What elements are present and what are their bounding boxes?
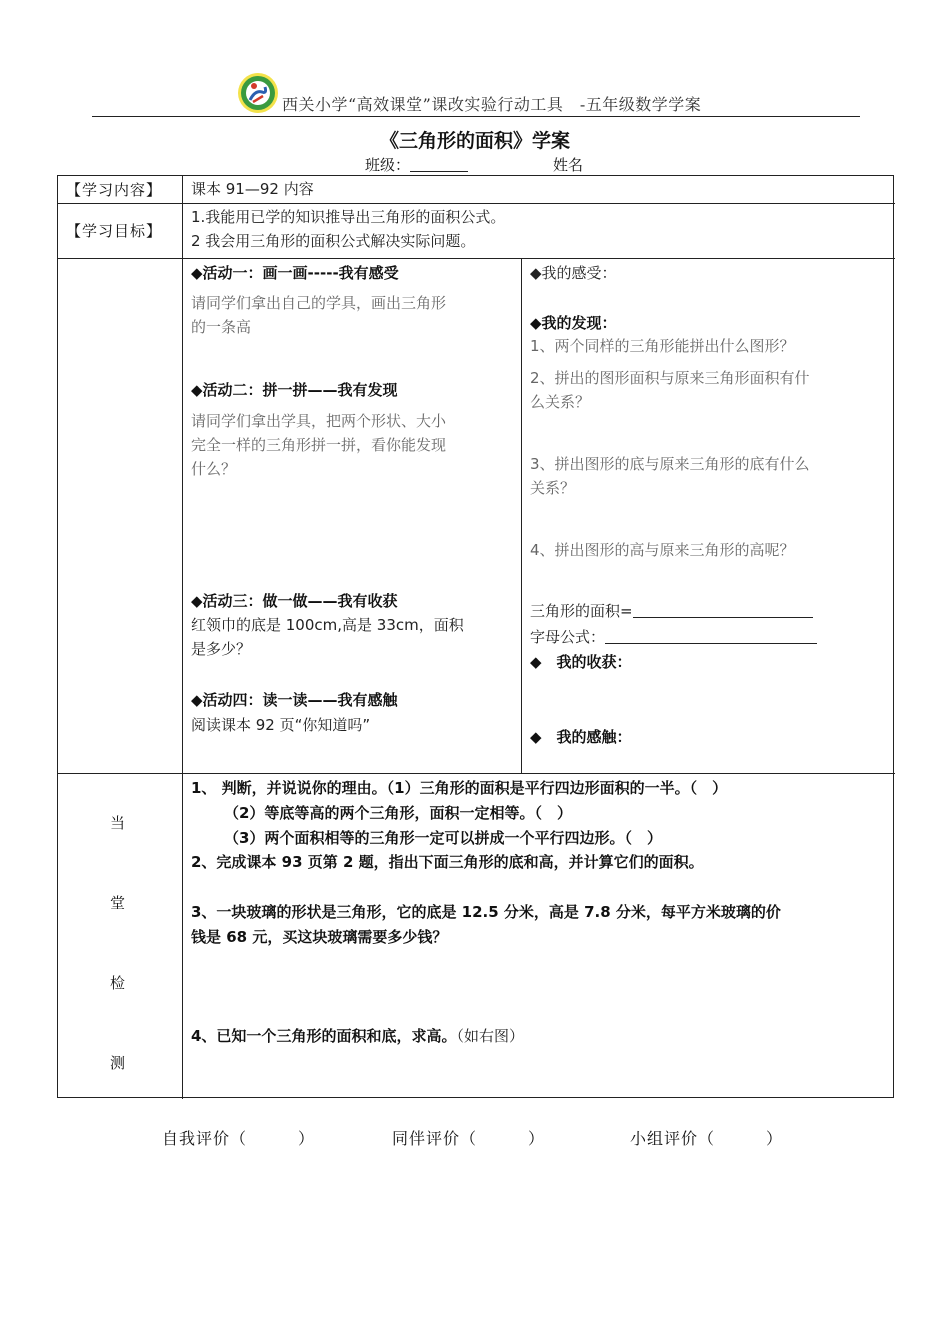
worksheet-table [57, 175, 894, 1098]
question-4: 4、拼出图形的高与原来三角形的高呢？ [530, 541, 795, 559]
row-divider [58, 258, 895, 259]
test-question-4-text: 4、已知一个三角形的面积和底，求高。 [191, 1027, 457, 1045]
document-title: 《三角形的面积》学案 [379, 130, 570, 152]
question-2: 2、拼出的图形面积与原来三角形面积有什 [530, 369, 810, 387]
discover-heading: ◆我的发现： [530, 314, 617, 332]
group-evaluation: 小组评价（ ） [630, 1129, 784, 1148]
question-2: 么关系？ [530, 393, 591, 411]
question-3: 3、拼出图形的底与原来三角形的底有什么 [530, 455, 810, 473]
row-divider [58, 203, 895, 204]
page-header [92, 70, 860, 118]
activity-2-text: 请同学们拿出学具，把两个形状、大小 [191, 412, 447, 430]
gain-heading: ◆ 我的收获： [530, 653, 632, 671]
activity-1-text: 的一条高 [191, 318, 252, 336]
area-blank[interactable] [633, 603, 813, 618]
formula-label: 字母公式： [530, 628, 606, 646]
letter-formula-field[interactable] [530, 625, 817, 649]
activity-3-text: 红领巾的底是 100cm,高是 33cm，面积 [191, 616, 464, 634]
test-side-label: 堂 [110, 894, 126, 912]
test-question-1c: （3）两个面积相等的三角形一定可以拼成一个平行四边形。（ ） [224, 829, 662, 847]
test-question-3: 3、一块玻璃的形状是三角形，它的底是 12.5 分米，高是 7.8 分米，每平方米玻璃的价 [191, 903, 781, 921]
test-side-label: 检 [110, 974, 126, 992]
class-blank[interactable] [410, 158, 468, 172]
test-side-label: 当 [110, 814, 126, 832]
question-3: 关系？ [530, 479, 576, 497]
activity-2-text: 完全一样的三角形拼一拼，看你能发现 [191, 436, 447, 454]
activity-2-title: ◆活动二：拼一拼——我有发现 [191, 381, 398, 399]
school-logo-icon [237, 72, 279, 114]
header-rule [92, 116, 860, 117]
activity-4-title: ◆活动四：读一读——我有感触 [191, 691, 398, 709]
activity-3-text: 是多少？ [191, 640, 252, 658]
goals-label: 【学习目标】 [66, 222, 163, 240]
name-label: 姓名 [553, 156, 584, 174]
activity-1-text: 请同学们拿出自己的学具，画出三角形 [191, 294, 447, 312]
test-question-3: 钱是 68 元，买这块玻璃需要多少钱？ [191, 928, 448, 946]
activity-4-text: 阅读课本 92 页“你知道吗” [191, 716, 371, 734]
test-side-label: 测 [110, 1054, 126, 1072]
test-question-4 [191, 1024, 524, 1048]
goal-item: 2 我会用三角形的面积公式解决实际问题。 [191, 232, 476, 250]
column-divider [521, 258, 522, 773]
area-formula-field[interactable] [530, 599, 813, 623]
class-label: 班级： [365, 156, 411, 174]
self-evaluation: 自我评价（ ） [162, 1129, 316, 1148]
content-value: 课本 91—92 内容 [191, 180, 314, 198]
school-header-line: 西关小学“高效课堂”课改实验行动工具 -五年级数学学案 [282, 95, 702, 114]
name-field[interactable] [553, 154, 583, 175]
test-question-1: 1、 判断，并说说你的理由。（1）三角形的面积是平行四边形面积的一半。（ ） [191, 779, 728, 797]
activity-2-text: 什么？ [191, 460, 237, 478]
test-question-2: 2、完成课本 93 页第 2 题，指出下面三角形的底和高，并计算它们的面积。 [191, 853, 704, 871]
row-divider [58, 773, 895, 774]
touch-heading: ◆ 我的感触： [530, 728, 632, 746]
test-question-1b: （2）等底等高的两个三角形，面积一定相等。（ ） [224, 804, 572, 822]
peer-evaluation: 同伴评价（ ） [392, 1129, 546, 1148]
activity-3-title: ◆活动三：做一做——我有收获 [191, 592, 398, 610]
question-1: 1、两个同样的三角形能拼出什么图形？ [530, 337, 795, 355]
activity-1-title: ◆活动一：画一画-----我有感受 [191, 264, 399, 282]
feel-heading: ◆我的感受： [530, 264, 617, 282]
test-question-4-note: （如右图） [456, 1027, 524, 1045]
goal-item: 1.我能用已学的知识推导出三角形的面积公式。 [191, 208, 506, 226]
class-field[interactable] [365, 154, 468, 175]
column-divider [182, 176, 183, 1099]
formula-blank[interactable] [605, 629, 817, 644]
area-label: 三角形的面积= [530, 602, 633, 620]
content-label: 【学习内容】 [66, 181, 163, 199]
